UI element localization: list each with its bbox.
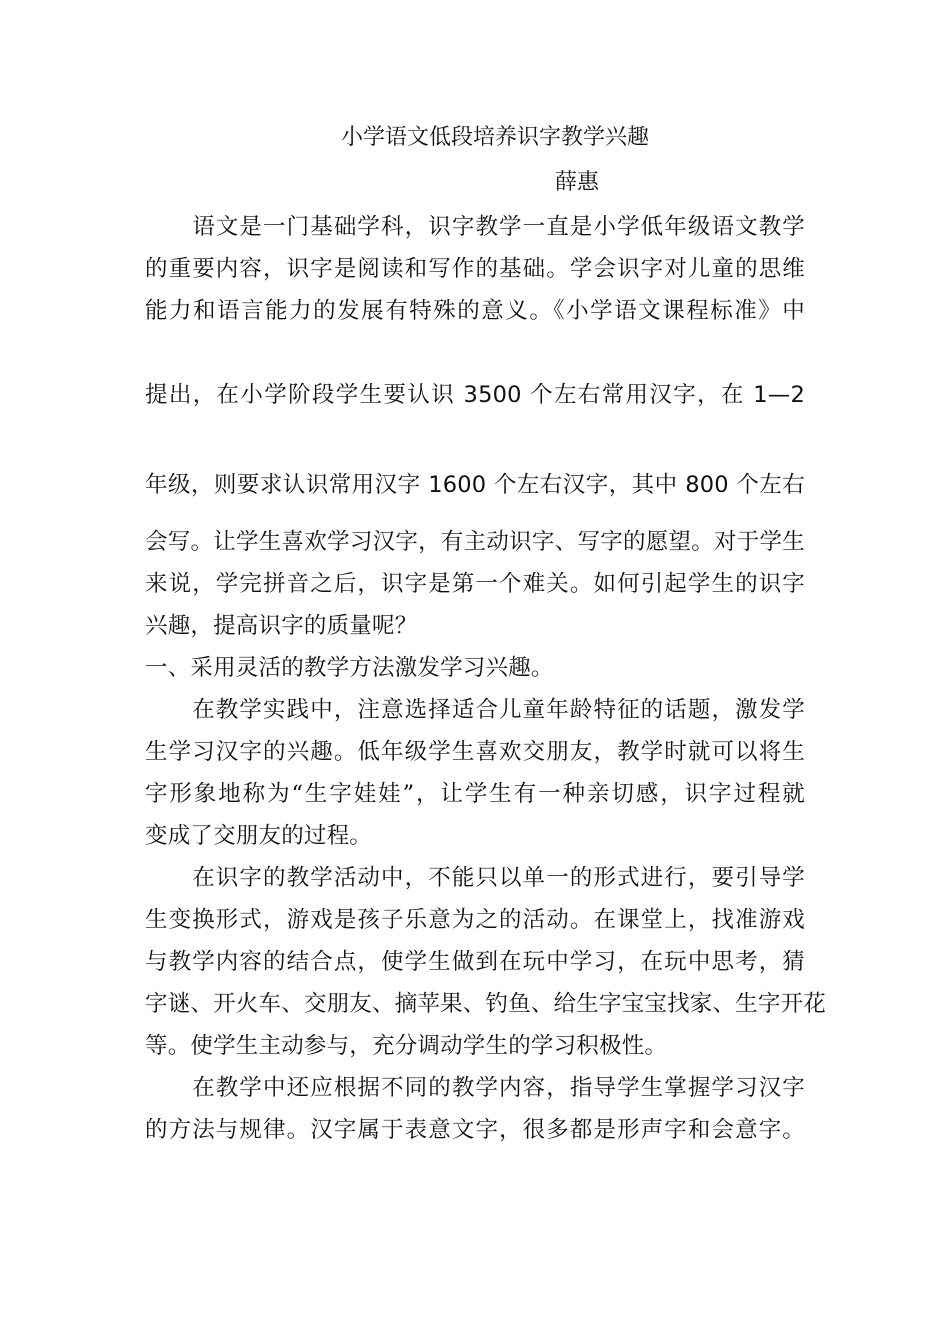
body-line: 兴趣，提高识字的质量呢？: [145, 613, 418, 639]
body-line: 提出，在小学阶段学生要认识 3500 个左右常用汉字，在 1—2: [145, 382, 805, 408]
body-line: 会写。让学生喜欢学习汉字，有主动识字、写字的愿望。对于学生: [145, 529, 805, 555]
section-heading: 一、采用灵活的教学方法激发学习兴趣。: [145, 655, 554, 681]
document-author: 薛惠: [555, 170, 600, 195]
body-line: 的方法与规律。汉字属于表意文字，很多都是形声字和会意字。: [145, 1117, 805, 1143]
body-line: 与教学内容的结合点，使学生做到在玩中学习，在玩中思考，猜: [145, 949, 805, 975]
body-line: 在教学中还应根据不同的教学内容，指导学生掌握学习汉字: [145, 1075, 805, 1101]
body-line: 在识字的教学活动中，不能只以单一的形式进行，要引导学: [145, 865, 805, 891]
body-line: 年级，则要求认识常用汉字 1600 个左右汉字，其中 800 个左右: [145, 472, 805, 498]
body-line: 生学习汉字的兴趣。低年级学生喜欢交朋友，教学时就可以将生: [145, 739, 805, 765]
body-line: 字谜、开火车、交朋友、摘苹果、钓鱼、给生字宝宝找家、生字开花: [145, 991, 827, 1017]
body-line: 在教学实践中，注意选择适合儿童年龄特征的话题，激发学: [145, 697, 805, 723]
body-line: 来说，学完拼音之后，识字是第一个难关。如何引起学生的识字: [145, 571, 805, 597]
body-line: 变成了交朋友的过程。: [145, 823, 373, 849]
document-title: 小学语文低段培养识字教学兴趣: [340, 125, 649, 150]
body-line: 语文是一门基础学科，识字教学一直是小学低年级语文教学: [145, 214, 805, 240]
body-line: 生变换形式，游戏是孩子乐意为之的活动。在课堂上，找准游戏: [145, 907, 805, 933]
body-line: 的重要内容，识字是阅读和写作的基础。学会识字对儿童的思维: [145, 256, 805, 282]
body-line: 等。使学生主动参与，充分调动学生的学习积极性。: [145, 1033, 668, 1059]
body-line: 能力和语言能力的发展有特殊的意义。《小学语文课程标准》中: [145, 298, 805, 324]
body-line: 字形象地称为“生字娃娃”，让学生有一种亲切感，识字过程就: [145, 781, 805, 807]
